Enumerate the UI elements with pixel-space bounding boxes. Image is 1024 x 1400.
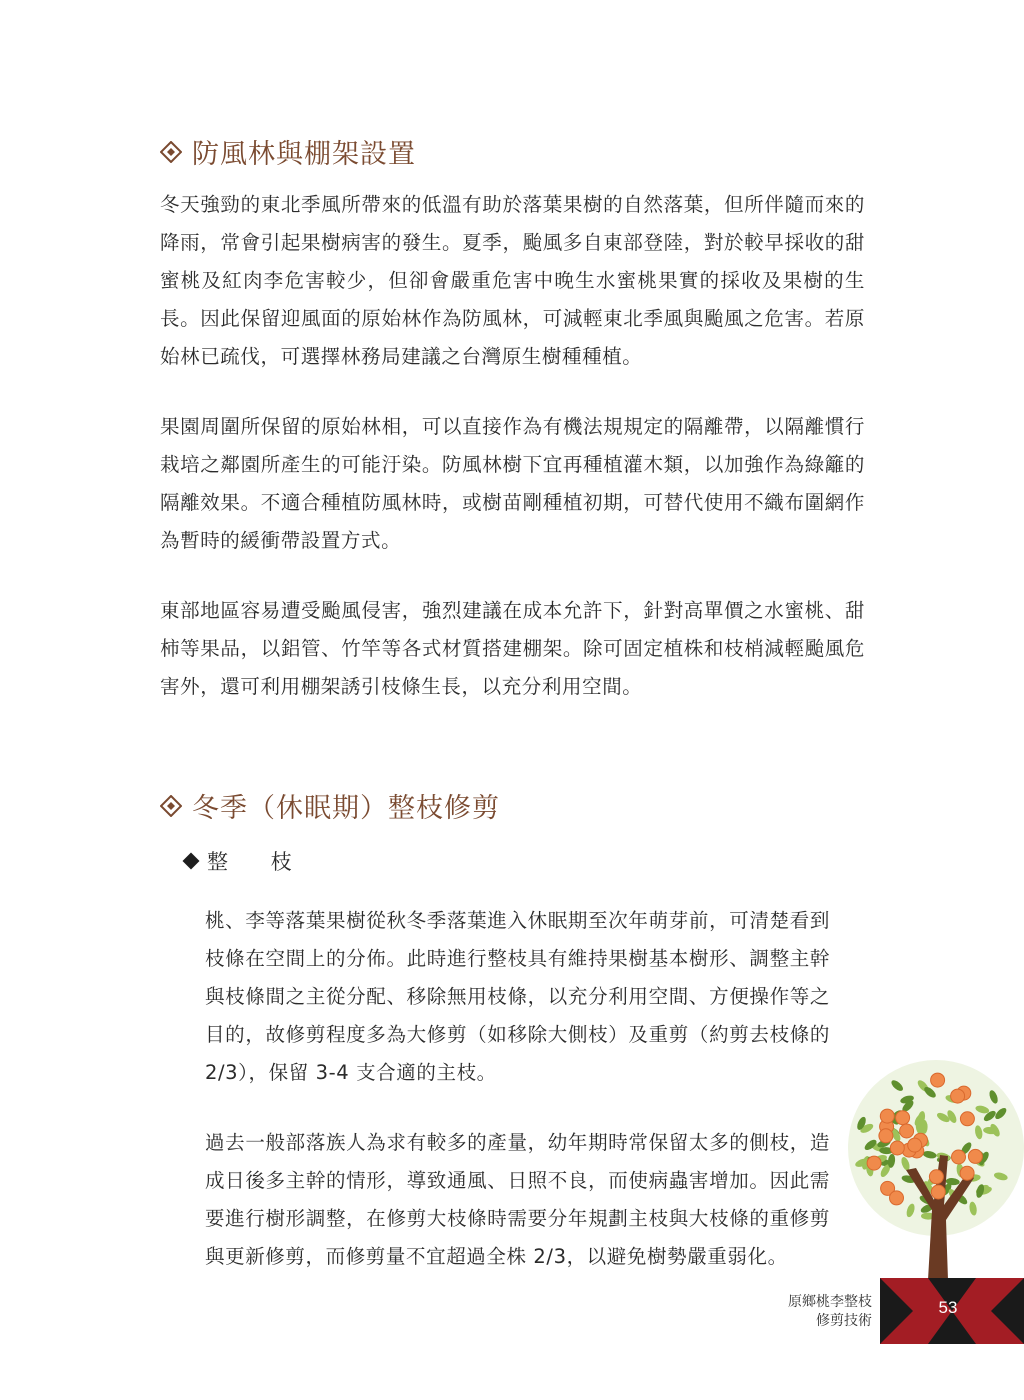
paragraph-windbreak-1: 冬天強勁的東北季風所帶來的低溫有助於落葉果樹的自然落葉，但所伴隨而來的降雨，常會引起果樹病害的發生。夏季，颱風多自東部登陸，對於較早採收的甜蜜桃及紅肉李危害較少，但卻會嚴重危害中晚生水蜜桃果實的採收及果樹的生長。因此保留迎風面的原始林作為防風林，可減輕東北季風與颱風之危害。若原始林已疏伐，可選擇林務局建議之台灣原生樹種種植。 [160, 193, 865, 368]
peach-fruit-icon [960, 1112, 974, 1126]
peach-fruit-icon [879, 1129, 893, 1143]
peach-fruit-icon [960, 1166, 974, 1180]
peach-tree-illustration [836, 1060, 1024, 1280]
paragraph-pruning-1: 桃、李等落葉果樹從秋冬季落葉進入休眠期至次年萌芽前，可清楚看到枝條在空間上的分佈。此時進行整枝具有維持果樹基本樹形、調整主幹與枝條間之主從分配、移除無用枝條，以充分利用空間、方便操作等之目的，故修剪程度多為大修剪（如移除大側枝）及重剪（約剪去枝條的 2/3），保留 3-4 支合適的主枝。 [205, 909, 830, 1084]
peach-fruit-icon [951, 1089, 965, 1103]
peach-fruit-icon [867, 1156, 881, 1170]
paragraph-windbreak-3: 東部地區容易遭受颱風侵害，強烈建議在成本允許下，針對高單價之水蜜桃、甜柿等果品，以鋁管、竹竿等各式材質搭建棚架。除可固定植株和枝梢減輕颱風危害外，還可利用棚架誘引枝條生長，以充分利用空間。 [160, 599, 865, 698]
peach-fruit-icon [931, 1073, 945, 1087]
section-heading-text: 防風林與棚架設置 [192, 139, 416, 170]
diamond-bullet-icon [160, 795, 182, 817]
diamond-bullet-icon [160, 141, 182, 163]
paragraph-pruning-2: 過去一般部落族人為求有較多的產量，幼年期時常保留太多的側枝，造成日後多主幹的情形，導致通風、日照不良，而使病蟲害增加。因此需要進行樹形調整，在修剪大枝條時需要分年規劃主枝與大枝條的重修剪與更新修剪，而修剪量不宜超過全株 2/3，以避免樹勢嚴重弱化。 [205, 1131, 830, 1268]
section-heading-text: 冬季（休眠期）整枝修剪 [192, 793, 500, 824]
peach-fruit-icon [952, 1150, 966, 1164]
section-heading-windbreak [160, 132, 416, 171]
peach-fruit-icon [890, 1191, 904, 1205]
peach-fruit-icon [880, 1109, 894, 1123]
book-title-line1: 原鄉桃李整枝 [788, 1294, 872, 1310]
peach-fruit-icon [896, 1111, 910, 1125]
peach-fruit-icon [931, 1185, 945, 1199]
peach-fruit-icon [968, 1149, 982, 1163]
peach-fruit-icon [929, 1170, 943, 1184]
bullet-diamond-icon [183, 853, 200, 870]
subheading-text: 整 枝 [207, 850, 310, 874]
paragraph-windbreak-2: 果園周圍所保留的原始林相，可以直接作為有機法規規定的隔離帶，以隔離慣行栽培之鄰園所產生的可能汙染。防風林樹下宜再種植灌木類，以加強作為綠籬的隔離效果。不適合種植防風林時，或樹苗剛種植初期，可替代使用不織布圍網作為暫時的緩衝帶設置方式。 [160, 415, 865, 552]
peach-fruit-icon [900, 1124, 914, 1138]
book-title-line2: 修剪技術 [816, 1313, 872, 1329]
peach-fruit-icon [908, 1138, 922, 1152]
peach-fruit-icon [890, 1141, 904, 1155]
subheading-training [185, 846, 310, 876]
section-heading-pruning [160, 786, 500, 825]
page-number: 53 [938, 1298, 958, 1317]
